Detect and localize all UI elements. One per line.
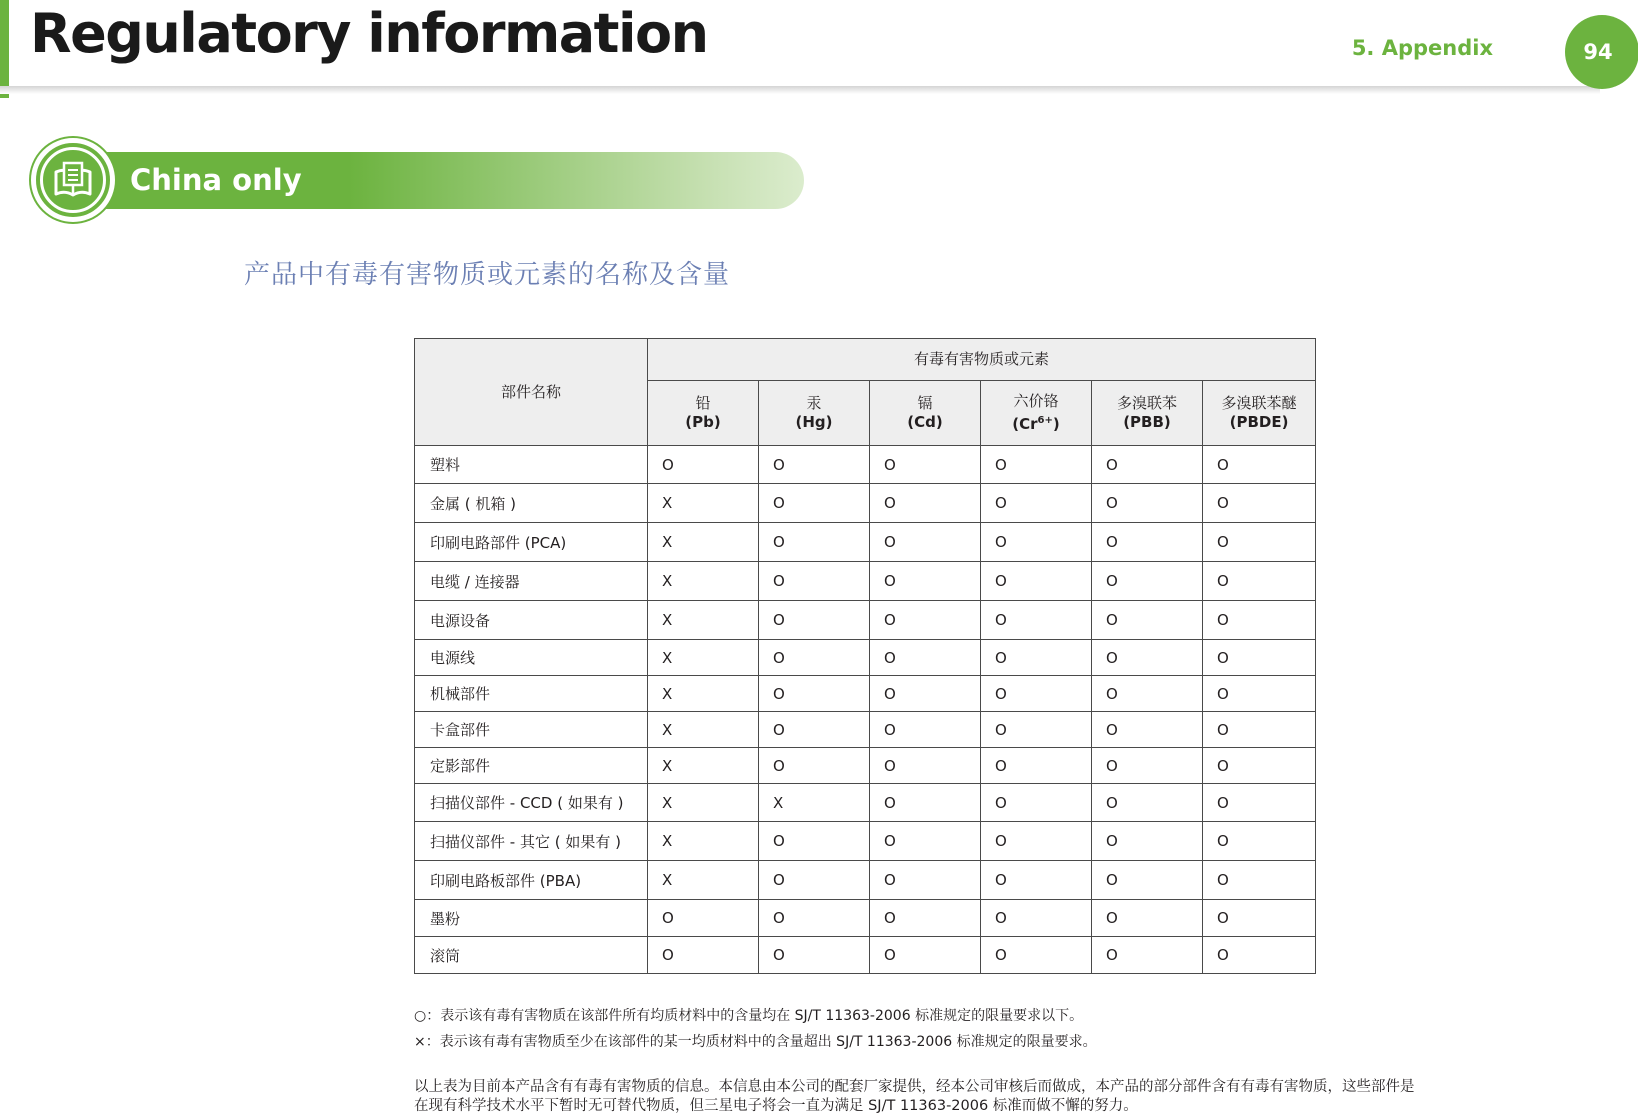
substance-status-cell: X <box>648 784 759 822</box>
part-name-header: 部件名称 <box>415 339 648 446</box>
substance-status-cell: O <box>981 822 1092 861</box>
part-name-cell: 金属 ( 机箱 ) <box>415 484 648 523</box>
substance-status-cell: O <box>981 601 1092 640</box>
substance-symbol <box>983 411 1089 434</box>
table-row <box>415 562 1316 601</box>
substance-status-cell: O <box>759 562 870 601</box>
part-name-cell: 卡盒部件 <box>415 712 648 748</box>
substance-status-cell: X <box>648 676 759 712</box>
table-row <box>415 748 1316 784</box>
substance-status-cell: O <box>1203 601 1316 640</box>
table-row <box>415 712 1316 748</box>
chapter-label: 5. Appendix <box>1351 36 1493 60</box>
substance-status-cell: O <box>759 822 870 861</box>
part-name-cell: 滚筒 <box>415 937 648 974</box>
table-row <box>415 784 1316 822</box>
substance-status-cell: O <box>870 900 981 937</box>
substance-status-cell: O <box>870 640 981 676</box>
substance-status-cell: O <box>870 601 981 640</box>
substance-status-cell: O <box>981 562 1092 601</box>
table-row <box>415 676 1316 712</box>
substance-status-cell: O <box>870 937 981 974</box>
substance-status-cell: O <box>759 640 870 676</box>
substance-status-cell: O <box>759 937 870 974</box>
substance-name: 多溴联苯醚 <box>1221 394 1297 412</box>
substance-status-cell: O <box>870 748 981 784</box>
section-badge <box>31 138 115 222</box>
part-name-cell: 扫描仪部件 - CCD ( 如果有 ) <box>415 784 648 822</box>
substance-status-cell: O <box>981 937 1092 974</box>
table-row <box>415 446 1316 484</box>
table-row <box>415 523 1316 562</box>
o-legend-note: ○：表示该有毒有害物质在该部件所有均质材料中的含量均在 SJ/T 11363-2006 标准规定的限量要求以下。 <box>414 1008 1084 1024</box>
substance-status-cell: O <box>1203 861 1316 900</box>
substance-symbol <box>1094 413 1200 432</box>
substance-status-cell: O <box>1203 784 1316 822</box>
substance-name: 六价铬 <box>1013 392 1059 410</box>
substance-status-cell: O <box>648 446 759 484</box>
substance-status-cell: X <box>648 523 759 562</box>
substance-status-cell: O <box>870 861 981 900</box>
substance-status-cell: O <box>1092 601 1203 640</box>
substance-status-cell: O <box>1203 446 1316 484</box>
substance-status-cell: O <box>870 562 981 601</box>
substance-symbol-text: (Cr <box>1012 415 1038 433</box>
substance-header <box>1092 381 1203 446</box>
page-number-badge: 94 <box>1565 15 1638 89</box>
substance-status-cell: O <box>870 784 981 822</box>
substance-symbol-text: (PBDE) <box>1229 413 1289 431</box>
substance-name: 镉 <box>917 394 933 412</box>
substance-status-cell: O <box>1092 748 1203 784</box>
substance-status-cell: O <box>981 861 1092 900</box>
substance-header <box>981 381 1092 446</box>
substance-status-cell: O <box>648 900 759 937</box>
disclaimer <box>414 1078 1424 1116</box>
substance-symbol <box>872 413 978 432</box>
substance-header <box>759 381 870 446</box>
substance-status-cell: O <box>1092 446 1203 484</box>
substance-symbol <box>1205 413 1313 432</box>
header-accent-bar <box>0 0 9 98</box>
substance-status-cell: O <box>1092 676 1203 712</box>
substance-header <box>870 381 981 446</box>
substance-status-cell: O <box>981 484 1092 523</box>
table-row <box>415 484 1316 523</box>
substance-status-cell: O <box>981 446 1092 484</box>
document-heading: 产品中有毒有害物质或元素的名称及含量 <box>244 260 731 290</box>
header-divider <box>0 86 1600 94</box>
substance-symbol-text: (Pb) <box>685 413 721 431</box>
substance-status-cell: O <box>759 712 870 748</box>
substance-status-cell: O <box>1092 822 1203 861</box>
substance-header <box>648 381 759 446</box>
substance-status-cell: O <box>759 446 870 484</box>
part-name-cell: 印刷电路板部件 (PBA) <box>415 861 648 900</box>
substance-status-cell: O <box>759 861 870 900</box>
table-row <box>415 937 1316 974</box>
substance-status-cell: O <box>1203 484 1316 523</box>
substance-status-cell: O <box>759 748 870 784</box>
substance-group-header: 有毒有害物质或元素 <box>648 339 1316 381</box>
substance-status-cell: O <box>981 900 1092 937</box>
substance-status-cell: X <box>759 784 870 822</box>
substance-status-cell: X <box>648 861 759 900</box>
substance-symbol-text: (Cd) <box>907 413 943 431</box>
part-name-cell: 电源设备 <box>415 601 648 640</box>
substance-status-cell: O <box>870 523 981 562</box>
substance-status-cell: X <box>648 712 759 748</box>
substance-symbol-text: (PBB) <box>1123 413 1171 431</box>
part-name-cell: 电缆 / 连接器 <box>415 562 648 601</box>
substance-symbol <box>761 413 867 432</box>
section-heading: China only <box>130 163 302 197</box>
table-row <box>415 601 1316 640</box>
substance-status-cell: O <box>870 446 981 484</box>
part-name-cell: 机械部件 <box>415 676 648 712</box>
disclaimer-text: 以上表为目前本产品含有有毒有害物质的信息。本信息由本公司的配套厂家提供，经本公司审核后而做成，本产品的部分部件含有有毒有害物质，这些部件是在现有科学技术水平下暂时无可替代物质，但三星电子将会一直为满足 SJ/T 11363-2006 标准而做不懈的努力。 <box>414 1079 1415 1114</box>
substance-status-cell: X <box>648 748 759 784</box>
substance-status-cell: O <box>1092 937 1203 974</box>
substance-status-cell: O <box>1092 900 1203 937</box>
substance-status-cell: X <box>648 601 759 640</box>
substance-status-cell: O <box>870 676 981 712</box>
substance-status-cell: O <box>870 712 981 748</box>
substance-status-cell: X <box>648 640 759 676</box>
part-name-cell: 印刷电路部件 (PCA) <box>415 523 648 562</box>
table-row <box>415 861 1316 900</box>
substance-header <box>1203 381 1316 446</box>
substance-valence: 6+ <box>1037 415 1053 426</box>
table-row <box>415 900 1316 937</box>
substance-status-cell: O <box>1092 562 1203 601</box>
substance-name: 多溴联苯 <box>1116 394 1177 412</box>
substance-status-cell: O <box>981 640 1092 676</box>
substance-status-cell: O <box>1203 676 1316 712</box>
substance-status-cell: O <box>648 937 759 974</box>
substance-status-cell: X <box>648 484 759 523</box>
substance-status-cell: O <box>759 484 870 523</box>
substance-symbol-end: ) <box>1052 415 1060 433</box>
substance-name: 汞 <box>806 394 822 412</box>
part-name-cell: 塑料 <box>415 446 648 484</box>
substance-status-cell: O <box>759 601 870 640</box>
substance-status-cell: X <box>648 562 759 601</box>
part-name-cell: 电源线 <box>415 640 648 676</box>
substance-status-cell: X <box>648 822 759 861</box>
x-legend-note: ×：表示该有毒有害物质至少在该部件的某一均质材料中的含量超出 SJ/T 11363-2006 标准规定的限量要求。 <box>414 1034 1097 1050</box>
substance-status-cell: O <box>1203 900 1316 937</box>
substance-status-cell: O <box>1203 748 1316 784</box>
substance-status-cell: O <box>1203 937 1316 974</box>
substance-status-cell: O <box>1092 712 1203 748</box>
substance-status-cell: O <box>1203 523 1316 562</box>
hazardous-substance-table <box>414 338 1316 974</box>
table-row <box>415 640 1316 676</box>
substance-status-cell: O <box>981 784 1092 822</box>
substance-status-cell: O <box>981 712 1092 748</box>
part-name-cell: 扫描仪部件 - 其它 ( 如果有 ) <box>415 822 648 861</box>
substance-status-cell: O <box>981 748 1092 784</box>
substance-status-cell: O <box>1092 861 1203 900</box>
substance-symbol <box>650 413 756 432</box>
part-name-cell: 墨粉 <box>415 900 648 937</box>
part-name-cell: 定影部件 <box>415 748 648 784</box>
substance-status-cell: O <box>759 676 870 712</box>
substance-status-cell: O <box>759 900 870 937</box>
substance-name: 铅 <box>695 394 711 412</box>
substance-status-cell: O <box>1203 822 1316 861</box>
substance-status-cell: O <box>981 523 1092 562</box>
substance-status-cell: O <box>870 484 981 523</box>
substance-status-cell: O <box>981 676 1092 712</box>
substance-status-cell: O <box>1203 562 1316 601</box>
table-row <box>415 822 1316 861</box>
substance-status-cell: O <box>1203 712 1316 748</box>
substance-status-cell: O <box>1092 484 1203 523</box>
substance-status-cell: O <box>759 523 870 562</box>
substance-status-cell: O <box>870 822 981 861</box>
page-title: Regulatory information <box>30 2 708 65</box>
substance-status-cell: O <box>1092 523 1203 562</box>
substance-status-cell: O <box>1092 784 1203 822</box>
substance-symbol-text: (Hg) <box>795 413 833 431</box>
substance-status-cell: O <box>1203 640 1316 676</box>
legend-notes <box>414 1003 1414 1055</box>
book-icon <box>53 160 93 200</box>
substance-status-cell: O <box>1092 640 1203 676</box>
